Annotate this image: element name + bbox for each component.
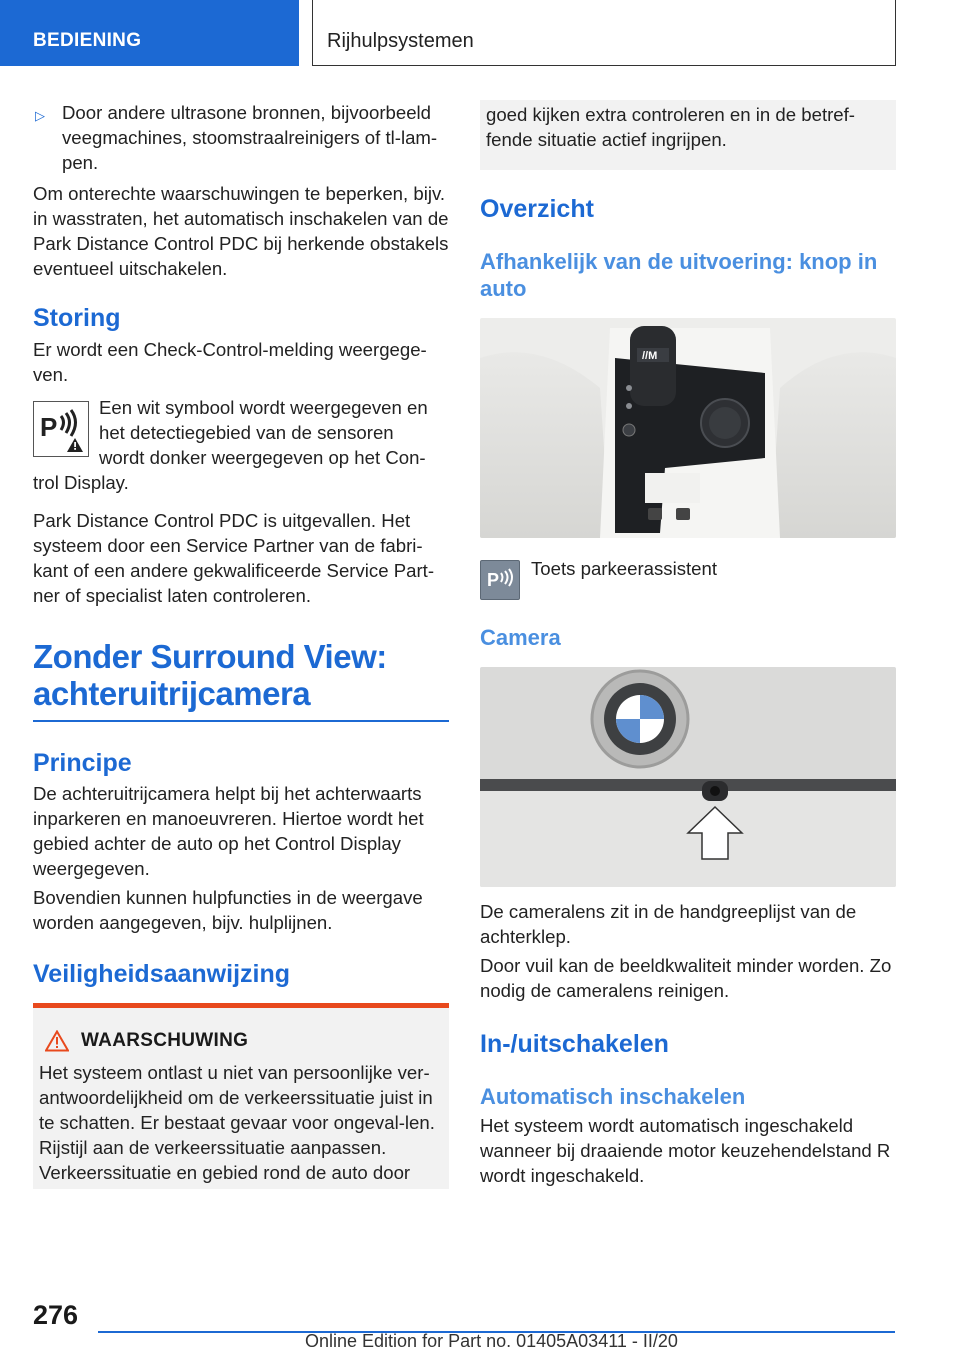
chapter-title: Rijhulpsystemen xyxy=(327,30,474,52)
bullet-text: Door andere ultrasone bronnen, bijvoorbeeld veegmachines, stoomstraalreinigers of tl-lam-pen. xyxy=(62,102,438,173)
key-label: Toets parkeerassistent xyxy=(531,558,718,579)
svg-text://M: //M xyxy=(642,350,658,362)
principe-paragraph-2: Bovendien kunnen hulpfuncties in de weergave worden aangegeven, bijv. hulplijnen. xyxy=(33,887,423,933)
section-tab xyxy=(0,0,299,66)
footer-edition: Online Edition for Part no. 01405A03411 - II/20 xyxy=(305,1331,678,1351)
symbol-line: trol Display. xyxy=(33,472,129,493)
symbol-line: Een wit symbool wordt weergegeven en xyxy=(99,397,428,418)
paragraph-warnings: Om onterechte waarschuwingen te beperken, bijv. in wasstraten, het automatisch inschakelen van de Park Distance Control PDC bij herkende obstakels eventueel uitschakelen. xyxy=(33,183,449,279)
svg-text:P: P xyxy=(487,570,500,590)
heading-knop: Afhankelijk van de uitvoering: knop in auto xyxy=(480,249,878,301)
warning-title: WAARSCHUWING xyxy=(81,1030,249,1051)
warning-continuation xyxy=(480,100,896,170)
warning-text: Het systeem ontlast u niet van persoonlijke ver-antwoordelijkheid om de verkeerssituatie juist in te schatten. Er bestaat gevaar voor ongeval-len. Rijstijl aan de verkeerssituatie aanpassen. Verkeerssituatie en gebied rond de auto door xyxy=(39,1062,435,1183)
heading-overzicht: Overzicht xyxy=(480,195,594,223)
storing-paragraph: Park Distance Control PDC is uitgevallen. Het systeem door een Service Partner van de fabri-kant of een andere gekwalificeerde Service Part-ner of specialist laten controleren. xyxy=(33,510,435,606)
bullet-item xyxy=(33,100,449,175)
heading-in-uit: In-/uitschakelen xyxy=(480,1030,669,1058)
camera-photo xyxy=(480,667,896,887)
warning-continuation-text: goed kijken extra controleren en in de betref-fende situatie actief ingrijpen. xyxy=(486,104,855,150)
symbol-line: wordt donker weergegeven op het Con- xyxy=(99,447,426,468)
heading-camera: Camera xyxy=(480,625,561,650)
warning-header xyxy=(39,1030,443,1052)
page-number: 276 xyxy=(33,1300,79,1330)
heading-principe: Principe xyxy=(33,749,132,777)
key-row xyxy=(480,554,896,600)
warning-box xyxy=(33,1003,449,1189)
right-column xyxy=(480,100,896,1188)
camera-paragraph-2: Door vuil kan de beeldkwaliteit minder worden. Zo nodig de cameralens reinigen. xyxy=(480,955,892,1001)
symbol-block xyxy=(33,395,449,495)
heading-rule xyxy=(33,720,449,722)
park-assist-key-icon xyxy=(480,560,520,600)
chapter-header xyxy=(312,0,896,66)
storing-text: Er wordt een Check-Control-melding weergege-ven. xyxy=(33,339,427,385)
symbol-line: het detectiegebied van de sensoren xyxy=(99,422,394,443)
heading-automatisch: Automatisch inschakelen xyxy=(480,1084,746,1109)
automatisch-paragraph: Het systeem wordt automatisch ingeschakeld wanneer bij draaiende motor keuzehendelstand R wordt ingeschakeld. xyxy=(480,1115,891,1186)
heading-storing: Storing xyxy=(33,304,121,332)
main-heading: Zonder Surround View: achteruitrijcamera xyxy=(33,638,387,712)
warning-triangle-icon xyxy=(45,1030,69,1052)
left-column xyxy=(33,100,449,1189)
symbol-description xyxy=(33,395,449,495)
pdc-fault-symbol-icon xyxy=(33,401,89,457)
section-label: BEDIENING xyxy=(33,30,142,51)
principe-paragraph-1: De achteruitrijcamera helpt bij het achterwaarts inparkeren en manoeuvreren. Hiertoe wordt het gebied achter de auto op het Control Display weergegeven. xyxy=(33,783,424,879)
heading-veiligheid: Veiligheidsaanwijzing xyxy=(33,960,291,988)
bullet-triangle-icon: ▷ xyxy=(35,108,45,123)
svg-text:P: P xyxy=(40,412,58,442)
console-photo xyxy=(480,318,896,538)
camera-paragraph-1: De cameralens zit in de handgreeplijst van de achterklep. xyxy=(480,901,857,947)
